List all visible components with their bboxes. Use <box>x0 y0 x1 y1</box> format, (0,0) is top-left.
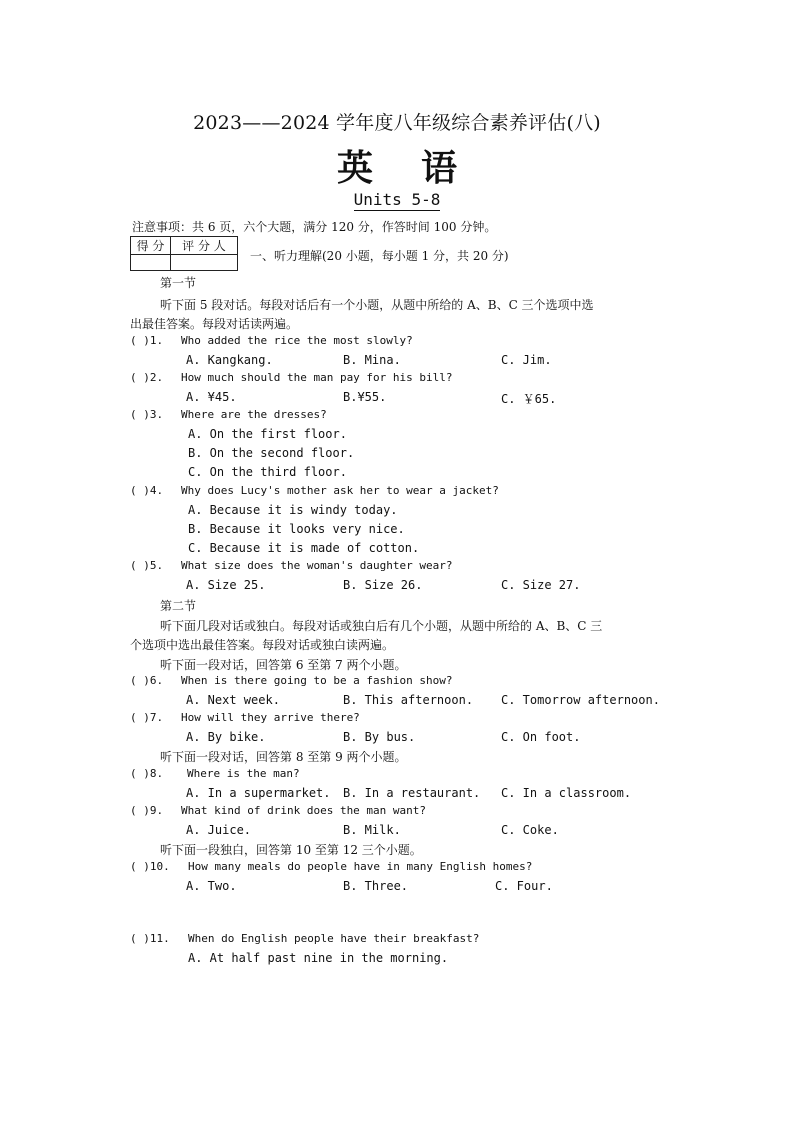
units-label: Units 5-8 <box>353 190 441 209</box>
q7-option-b: B. By bus. <box>343 730 416 744</box>
q6-option-c: C. Tomorrow afternoon. <box>501 693 660 707</box>
section1-instruction-line1: 听下面 5 段对话。每段对话后有一个小题，从题中所给的 A、B、C 三个选项中选 <box>160 298 594 312</box>
q6-text: When is there going to be a fashion show? <box>181 674 453 687</box>
q4-option-a: A. Because it is windy today. <box>188 503 398 517</box>
q10-answer-blank[interactable]: ( )10. <box>130 860 170 873</box>
q1-text: Who added the rice the most slowly? <box>181 334 413 347</box>
subject-title: 英语 <box>336 147 505 189</box>
q2-answer-blank[interactable]: ( )2. <box>130 371 164 384</box>
section2-sub2: 听下面一段对话，回答第 8 至第 9 两个小题。 <box>160 750 407 764</box>
section2-sub1: 听下面一段对话，回答第 6 至第 7 两个小题。 <box>160 658 407 672</box>
q3-option-a: A. On the first floor. <box>188 427 347 441</box>
q10-option-a: A. Two. <box>186 879 237 893</box>
q11-answer-blank[interactable]: ( )11. <box>130 932 170 945</box>
q2-option-c: C. ￥65. <box>501 392 557 406</box>
section2-instruction-line2: 个选项中选出最佳答案。每段对话或独白读两遍。 <box>130 638 395 652</box>
q7-option-a: A. By bike. <box>186 730 266 744</box>
exam-notice: 注意事项：共 6 页，六个大题，满分 120 分，作答时间 100 分钟。 <box>132 220 497 234</box>
score-header: 得 分 <box>131 237 171 255</box>
q4-text: Why does Lucy's mother ask her to wear a jacket? <box>181 484 499 497</box>
q5-option-a: A. Size 25. <box>186 578 266 592</box>
q3-option-c: C. On the third floor. <box>188 465 347 479</box>
q8-option-c: C. In a classroom. <box>501 786 632 800</box>
q5-option-c: C. Size 27. <box>501 578 581 592</box>
q7-answer-blank[interactable]: ( )7. <box>130 711 164 724</box>
q6-answer-blank[interactable]: ( )6. <box>130 674 164 687</box>
q1-option-b: B. Mina. <box>343 353 401 367</box>
q4-answer-blank[interactable]: ( )4. <box>130 484 164 497</box>
q2-option-b: B.¥55. <box>343 390 387 404</box>
q8-option-a: A. In a supermarket. <box>186 786 331 800</box>
score-table <box>130 236 238 271</box>
exam-title: 2023——2024 学年度八年级综合素养评估(八) <box>193 112 601 134</box>
section2-label: 第二节 <box>160 599 197 613</box>
q7-text: How will they arrive there? <box>181 711 360 724</box>
part1-heading: 一、听力理解(20 小题，每小题 1 分，共 20 分) <box>250 249 509 263</box>
q10-option-c: C. Four. <box>495 879 553 893</box>
q1-answer-blank[interactable]: ( )1. <box>130 334 164 347</box>
q8-text: Where is the man? <box>187 767 300 780</box>
q4-option-b: B. Because it looks very nice. <box>188 522 405 536</box>
q9-option-b: B. Milk. <box>343 823 401 837</box>
q1-option-c: C. Jim. <box>501 353 552 367</box>
section2-sub3: 听下面一段独白，回答第 10 至第 12 三个小题。 <box>160 843 422 857</box>
q7-option-c: C. On foot. <box>501 730 581 744</box>
q9-option-a: A. Juice. <box>186 823 252 837</box>
q8-answer-blank[interactable]: ( )8. <box>130 767 164 780</box>
section1-instruction-line2: 出最佳答案。每段对话读两遍。 <box>130 317 299 331</box>
grader-cell[interactable] <box>171 255 238 271</box>
q4-option-c: C. Because it is made of cotton. <box>188 541 420 555</box>
units-subtitle <box>0 190 794 209</box>
q2-text: How much should the man pay for his bill? <box>181 371 453 384</box>
q3-option-b: B. On the second floor. <box>188 446 355 460</box>
section1-label: 第一节 <box>160 276 197 290</box>
q11-option-a: A. At half past nine in the morning. <box>188 951 449 965</box>
q2-option-a: A. ¥45. <box>186 390 237 404</box>
q1-option-a: A. Kangkang. <box>186 353 273 367</box>
q3-text: Where are the dresses? <box>181 408 327 421</box>
q9-option-c: C. Coke. <box>501 823 559 837</box>
grader-header: 评 分 人 <box>171 237 238 255</box>
q6-option-b: B. This afternoon. <box>343 693 474 707</box>
q5-text: What size does the woman's daughter wear? <box>181 559 453 572</box>
q6-option-a: A. Next week. <box>186 693 280 707</box>
q9-text: What kind of drink does the man want? <box>181 804 427 817</box>
score-table-entry-row <box>131 255 238 271</box>
q10-option-b: B. Three. <box>343 879 409 893</box>
q9-answer-blank[interactable]: ( )9. <box>130 804 164 817</box>
score-table-header-row <box>131 237 238 255</box>
q11-text: When do English people have their breakfast? <box>188 932 480 945</box>
q5-answer-blank[interactable]: ( )5. <box>130 559 164 572</box>
q10-text: How many meals do people have in many English homes? <box>188 860 533 873</box>
q8-option-b: B. In a restaurant. <box>343 786 481 800</box>
section2-instruction-line1: 听下面几段对话或独白。每段对话或独白后有几个小题，从题中所给的 A、B、C 三 <box>160 619 603 633</box>
score-cell[interactable] <box>131 255 171 271</box>
q3-answer-blank[interactable]: ( )3. <box>130 408 164 421</box>
q5-option-b: B. Size 26. <box>343 578 423 592</box>
